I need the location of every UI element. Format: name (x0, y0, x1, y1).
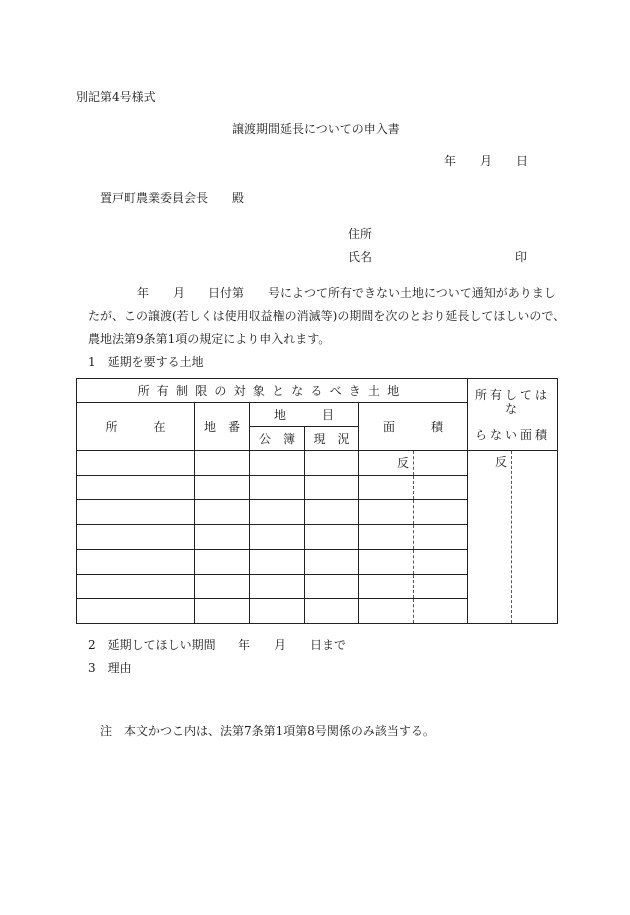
section2-year: 年 (238, 638, 251, 652)
lot-number-header: 地 番 (195, 403, 250, 451)
not-owned-area-header-line1: 所有してはな (474, 387, 550, 416)
section1-heading: 1 延期を要する土地 (88, 355, 204, 369)
group-header: 所有制限の対象となるべき土地 (77, 379, 468, 403)
date-year: 年 (444, 154, 457, 168)
name-label: 氏名 (348, 250, 373, 264)
body-line2: たが、この譲渡(若しくは使用収益権の消滅等)の期間を次のとおり延長してほしいので、 (88, 309, 566, 323)
land-table (76, 378, 558, 624)
body-line1-rest: 号によつて所有できない土地について通知がありまし (268, 286, 556, 300)
footnote: 注 本文かつこ内は、法第7条第1項第8号関係のみ該当する。 (100, 724, 435, 738)
actual-header: 現 況 (305, 427, 359, 451)
addressee-honorific: 殿 (232, 191, 245, 205)
page-title: 譲渡期間延長についての申入書 (232, 122, 400, 136)
seal-mark: 印 (515, 250, 528, 264)
location-header: 所 在 (77, 403, 195, 451)
not-owned-area-cell (468, 451, 558, 624)
not-owned-area-header-line2: らない面積 (474, 427, 550, 442)
section2-month: 月 (274, 638, 287, 652)
form-number: 別記第4号様式 (76, 90, 156, 104)
section2-label: 2 延期してほしい期間 (88, 638, 216, 652)
not-owned-area-header (468, 379, 558, 451)
section3-heading: 3 理由 (88, 661, 132, 675)
area-header: 面 積 (359, 403, 468, 451)
date-month: 月 (480, 154, 493, 168)
body-date-no: 日付第 (208, 286, 245, 300)
registry-header: 公 簿 (250, 427, 305, 451)
not-owned-unit: 反 (468, 451, 512, 623)
section2-until: 日まで (310, 638, 347, 652)
date-day: 日 (516, 154, 529, 168)
body-line3: 農地法第9条第1項の規定により申入れます。 (88, 332, 331, 346)
table-row (77, 451, 558, 476)
addressee-name: 置戸町農業委員会長 (100, 191, 209, 205)
area-unit: 反 (359, 451, 414, 476)
body-month: 月 (173, 286, 186, 300)
land-category-header: 地 目 (250, 403, 359, 427)
body-year: 年 (137, 286, 150, 300)
address-label: 住所 (348, 227, 373, 241)
